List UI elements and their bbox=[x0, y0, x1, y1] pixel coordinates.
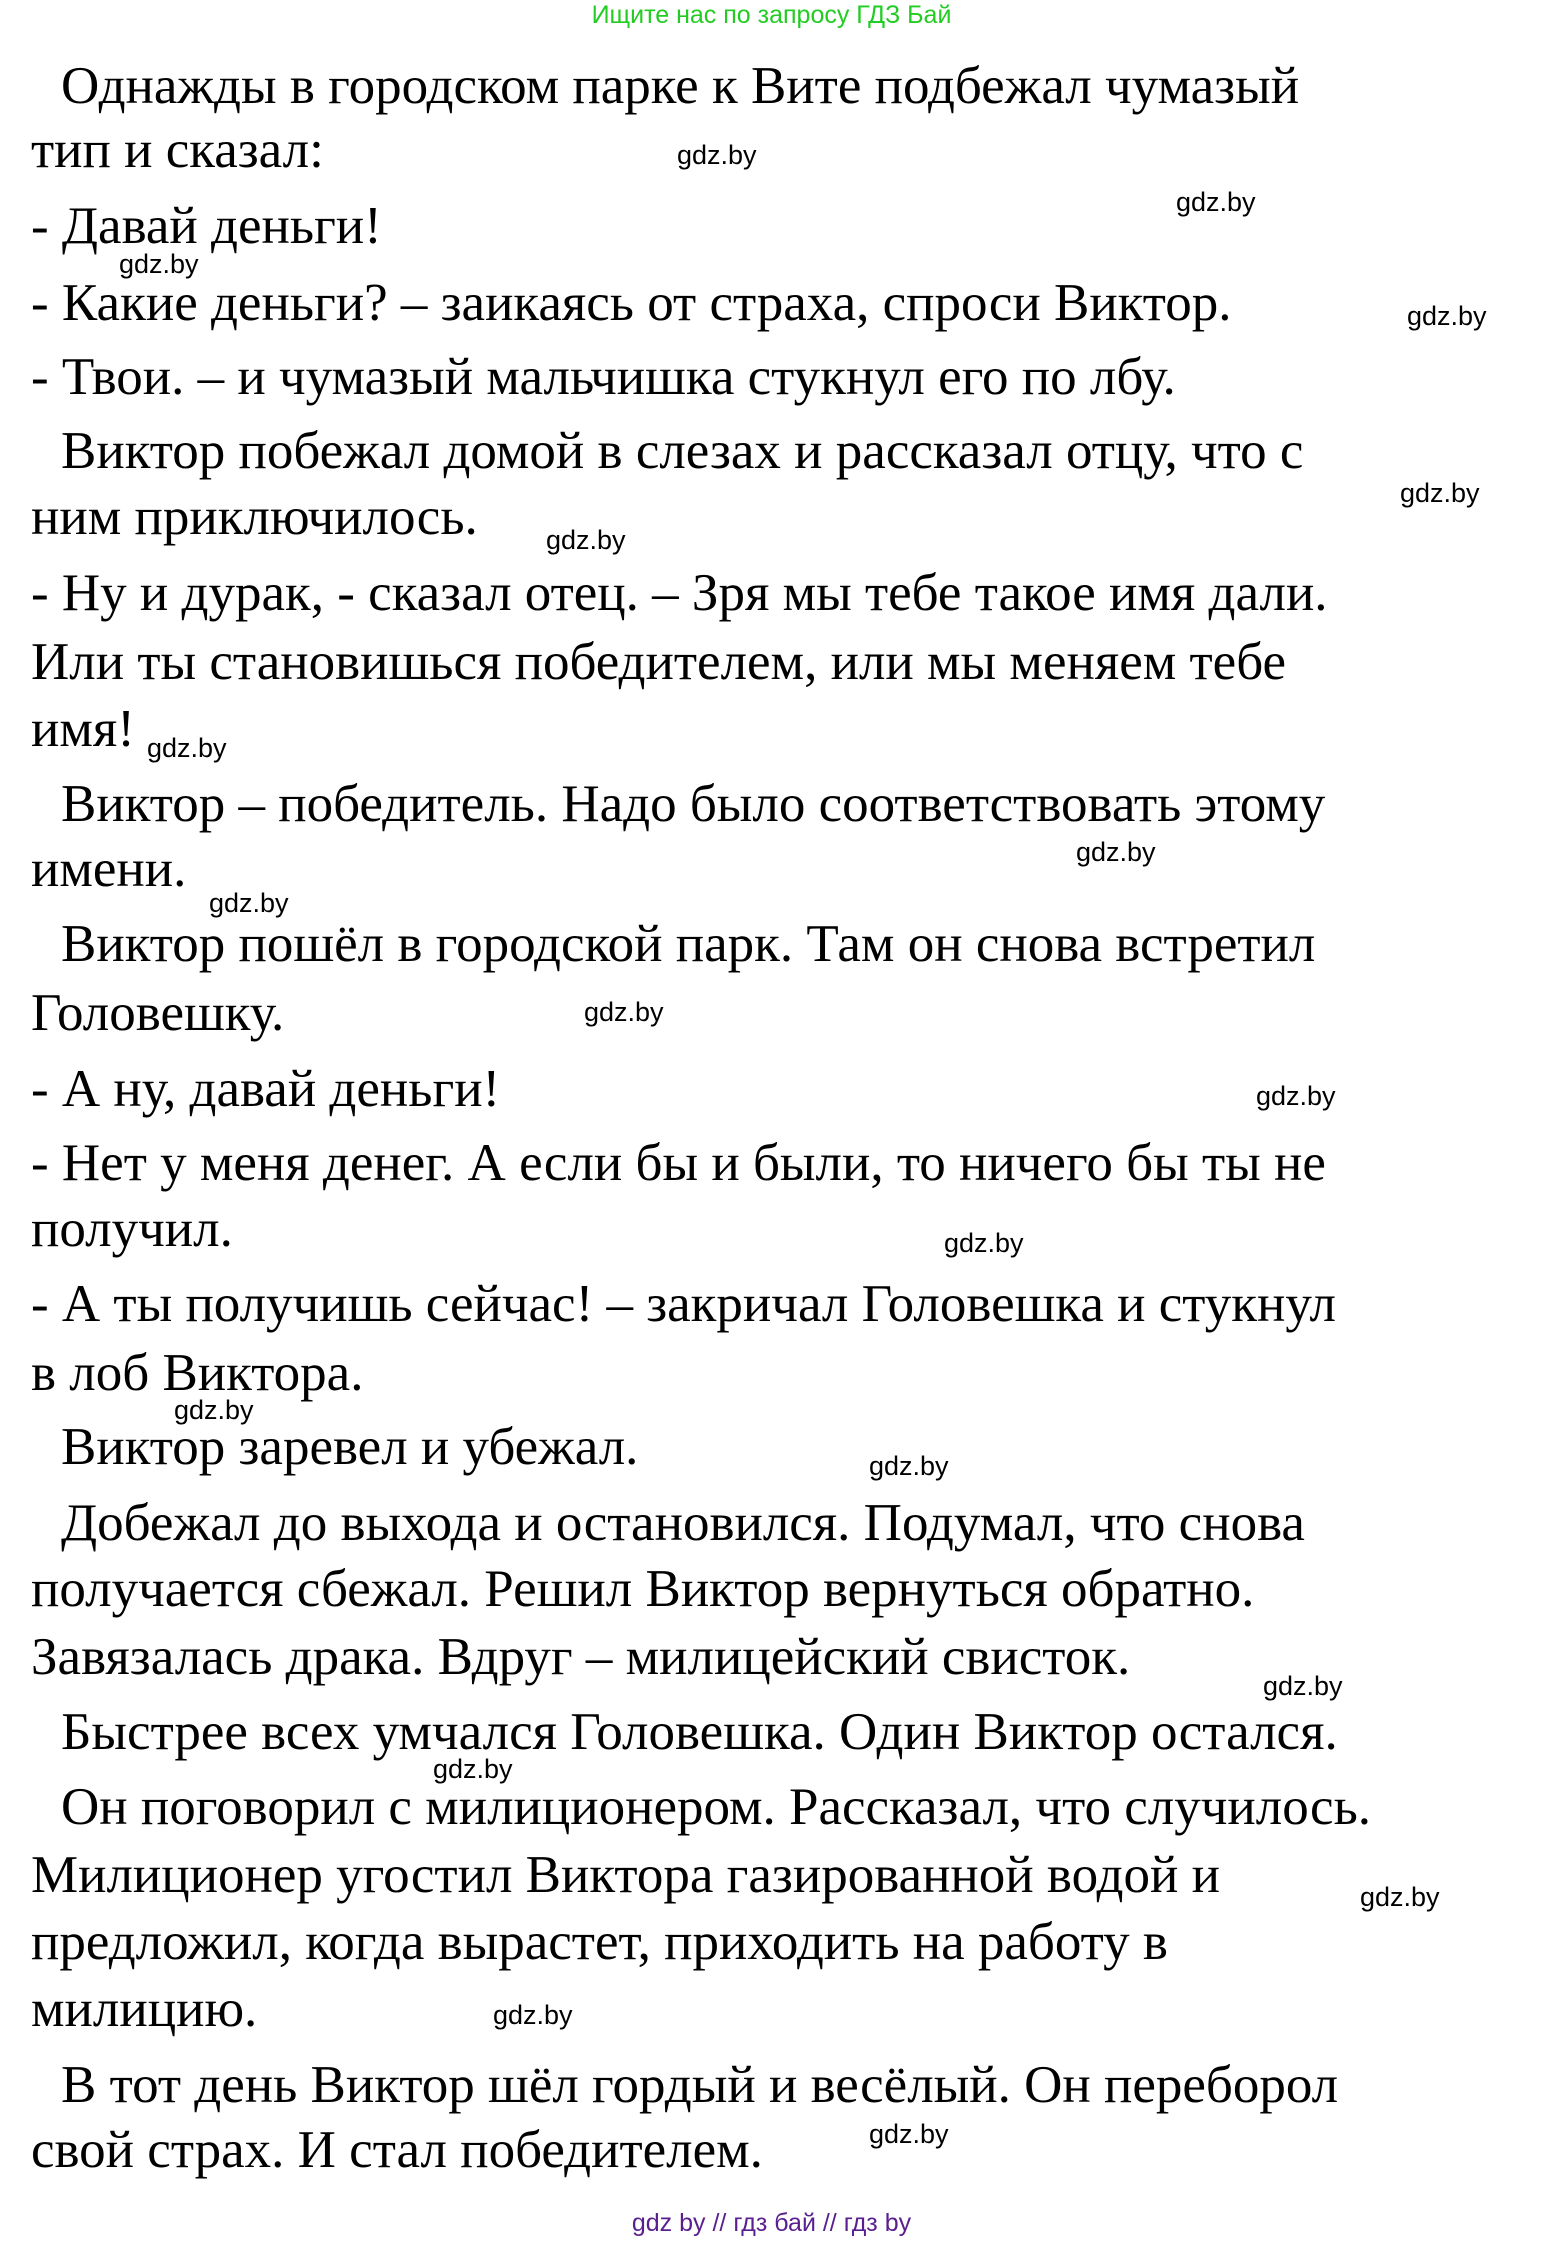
text-line: имя! bbox=[31, 700, 135, 758]
text-line: В тот день Виктор шёл гордый и весёлый. Он переборол bbox=[61, 2056, 1339, 2114]
watermark: gdz.by bbox=[209, 888, 289, 918]
watermark: gdz.by bbox=[546, 525, 626, 555]
watermark: gdz.by bbox=[174, 1395, 254, 1425]
text-line: - Нет у меня денег. А если бы и были, то ничего бы ты не bbox=[31, 1134, 1326, 1192]
text-line: Виктор побежал домой в слезах и рассказал отцу, что с bbox=[61, 422, 1304, 480]
text-line: Виктор – победитель. Надо было соответствовать этому bbox=[61, 775, 1326, 833]
watermark: gdz.by bbox=[433, 1754, 513, 1784]
text-line: Он поговорил с милиционером. Рассказал, что случилось. bbox=[61, 1778, 1371, 1836]
text-line: Головешку. bbox=[31, 984, 285, 1042]
text-line: Добежал до выхода и остановился. Подумал, что снова bbox=[61, 1494, 1305, 1552]
text-line: Завязалась драка. Вдруг – милицейский свисток. bbox=[31, 1628, 1131, 1686]
text-line: Быстрее всех умчался Головешка. Один Виктор остался. bbox=[61, 1703, 1338, 1761]
watermark: gdz.by bbox=[1400, 478, 1480, 508]
watermark: gdz.by bbox=[493, 2000, 573, 2030]
text-line: получил. bbox=[31, 1200, 233, 1258]
text-line: предложил, когда вырастет, приходить на работу в bbox=[31, 1913, 1168, 1971]
watermark: gdz.by bbox=[1407, 301, 1487, 331]
search-hint-banner: Ищите нас по запросу ГДЗ Бай bbox=[591, 1, 952, 29]
watermark: gdz.by bbox=[1256, 1081, 1336, 1111]
watermark: gdz.by bbox=[584, 997, 664, 1027]
text-line: - А ну, давай деньги! bbox=[31, 1060, 501, 1118]
watermark: gdz.by bbox=[119, 249, 199, 279]
text-line: - Давай деньги! bbox=[31, 197, 382, 255]
text-line: свой страх. И стал победителем. bbox=[31, 2121, 763, 2179]
text-line: милицию. bbox=[31, 1980, 258, 2038]
footer-links: gdz by // гдз бай // гдз by bbox=[631, 2209, 912, 2237]
text-line: Виктор заревел и убежал. bbox=[61, 1418, 639, 1476]
watermark: gdz.by bbox=[677, 140, 757, 170]
text-line: Виктор пошёл в городской парк. Там он снова встретил bbox=[61, 915, 1316, 973]
text-line: - Ну и дурак, - сказал отец. – Зря мы тебе такое имя дали. bbox=[31, 564, 1328, 622]
watermark: gdz.by bbox=[1263, 1671, 1343, 1701]
watermark: gdz.by bbox=[147, 733, 227, 763]
text-line: ним приключилось. bbox=[31, 488, 478, 546]
watermark: gdz.by bbox=[944, 1228, 1024, 1258]
text-line: Или ты становишься победителем, или мы меняем тебе bbox=[31, 633, 1286, 691]
text-line: - Какие деньги? – заикаясь от страха, спроси Виктор. bbox=[31, 274, 1232, 332]
text-line: Однажды в городском парке к Вите подбежал чумазый bbox=[61, 57, 1300, 115]
watermark: gdz.by bbox=[1076, 837, 1156, 867]
watermark: gdz.by bbox=[1360, 1882, 1440, 1912]
text-line: - Твои. – и чумазый мальчишка стукнул его по лбу. bbox=[31, 348, 1176, 406]
watermark: gdz.by bbox=[869, 1451, 949, 1481]
text-line: в лоб Виктора. bbox=[31, 1344, 364, 1402]
text-line: получается сбежал. Решил Виктор вернуться обратно. bbox=[31, 1560, 1255, 1618]
text-line: имени. bbox=[31, 840, 187, 898]
watermark: gdz.by bbox=[869, 2119, 949, 2149]
text-line: - А ты получишь сейчас! – закричал Головешка и стукнул bbox=[31, 1275, 1336, 1333]
text-line: тип и сказал: bbox=[31, 121, 324, 179]
text-line: Милиционер угостил Виктора газированной водой и bbox=[31, 1846, 1220, 1904]
watermark: gdz.by bbox=[1176, 187, 1256, 217]
